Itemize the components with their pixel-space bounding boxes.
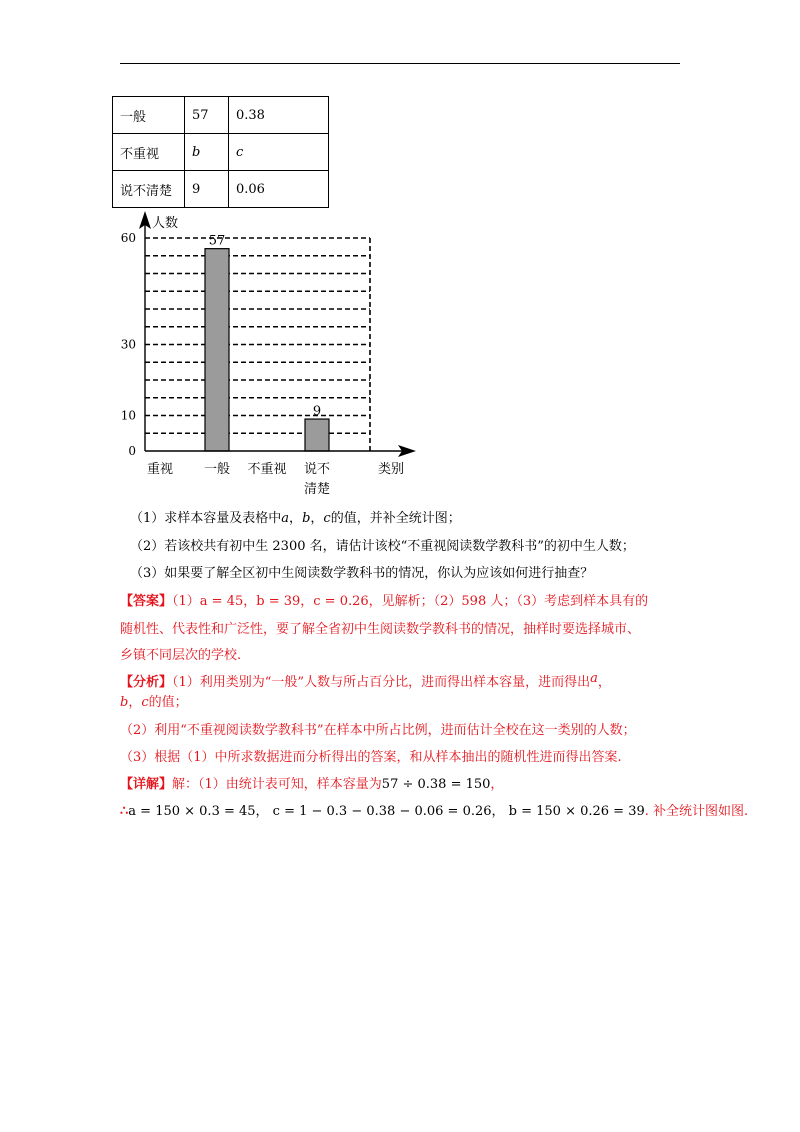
analysis-line-4: （3）根据（1）中所求数据进而分析得出的答案，和从样本抽出的随机性进而得出答案. [120,750,622,765]
math-expression: 57 ÷ 0.38 = 150 [381,777,491,792]
y-tick-label: 0 [128,444,136,458]
detail-text: 解：（1）由统计表可知，样本容量为 [172,777,382,792]
var-b: b [302,511,311,526]
analysis-line-1 [120,673,611,693]
detail-line-2 [120,802,748,822]
bar [205,249,229,451]
answer-line-3: 乡镇不同层次的学校. [120,648,242,663]
analysis-text: 的值； [148,695,188,710]
separator: ， [490,777,504,792]
therefore-symbol: ∴ [120,804,129,819]
table-row [113,134,329,171]
analysis-line-3: （2）利用“不重视阅读数学教科书”在样本中所占比例，进而估计全校在这一类别的人数； [120,723,636,738]
detail-text: . 补全统计图如图. [644,804,749,819]
detail-line-1 [120,775,503,795]
answer-tag: 【答案】 [120,594,173,609]
bar-chart [110,205,430,505]
var-c: c [141,695,149,710]
bar [305,419,329,451]
x-tick-label: 重视 [146,462,174,477]
x-tick-label: 说不 [303,462,331,477]
detail-tag: 【详解】 [120,777,173,792]
separator: ， [310,511,324,526]
question-1 [130,509,461,529]
table-cell-count: b [185,134,229,171]
y-tick-label: 60 [120,231,136,245]
var-a: a [590,671,598,686]
x-axis-label: 类别 [378,462,405,477]
data-label: 9 [312,404,322,420]
analysis-tag: 【分析】 [120,675,173,690]
question-2: （2）若该校共有初中生 2300 名，请估计该校“不重视阅读数学教科书”的初中生人数； [130,539,635,554]
table-cell-frequency: 0.38 [229,97,329,134]
data-label: 57 [208,233,226,249]
table-cell-frequency: 0.06 [229,171,329,208]
var-b: b [120,695,129,710]
var-a: a [281,511,290,526]
var-c: c [323,511,331,526]
separator: ， [597,675,611,690]
table-cell-frequency: c [229,134,329,171]
table-cell-count: 57 [185,97,229,134]
answer-text: （1）a = 45，b = 39，c = 0.26，见解析；（2）598 人；（3）考虑到样本具有的 [172,594,649,609]
table-row [113,97,329,134]
separator: ， [289,511,303,526]
x-tick-label: 清楚 [303,482,331,497]
table-cell-category: 说不清楚 [113,171,185,208]
analysis-text: （1）利用类别为“一般”人数与所占百分比，进而得出样本容量，进而得出 [172,675,591,690]
table-cell-category: 一般 [113,97,185,134]
analysis-line-2 [120,693,188,713]
y-tick-label: 30 [120,337,136,352]
x-tick-label: 一般 [203,462,231,477]
table-row [113,171,329,208]
y-tick-label: 10 [120,408,136,423]
separator: ， [128,695,142,710]
question-1-tail: 的值，并补全统计图； [330,511,461,526]
frequency-table [112,96,329,208]
math-expression: a = 150 × 0.3 = 45， c = 1 − 0.3 − 0.38 − 0.06 = 0.26， b = 150 × 0.26 = 39 [128,804,645,819]
question-1-text: （1）求样本容量及表格中 [130,511,282,526]
y-axis-label: 人数 [152,216,179,231]
header-rule [120,63,680,64]
table-cell-count: 9 [185,171,229,208]
question-3: （3）如果要了解全区初中生阅读数学教科书的情况，你认为应该如何进行抽查？ [130,566,594,581]
x-tick-label: 不重视 [247,462,287,477]
answer-line-2: 随机性、代表性和广泛性，要了解全省初中生阅读数学教科书的情况，抽样时要选择城市、 [120,622,641,637]
table-cell-category: 不重视 [113,134,185,171]
answer-line-1 [120,592,648,612]
